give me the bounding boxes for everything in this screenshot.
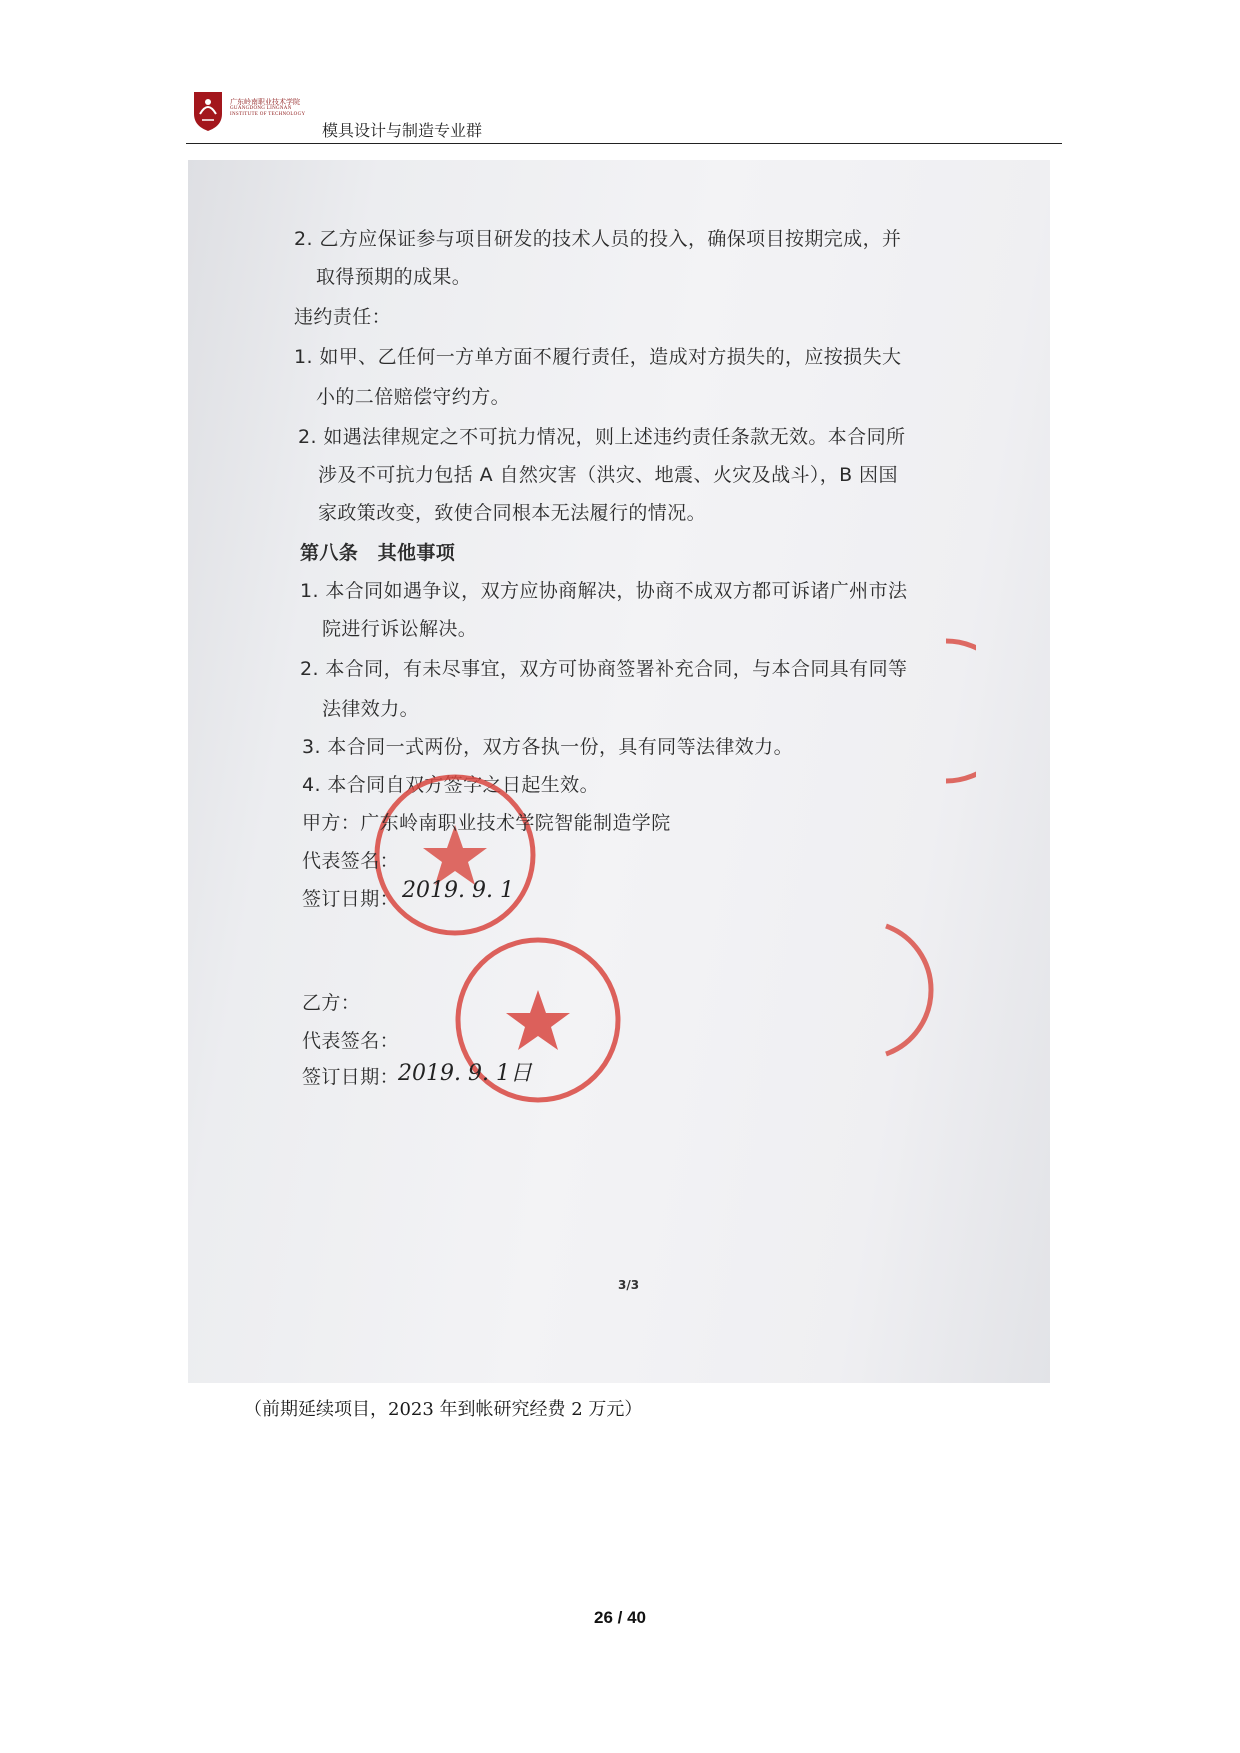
- party-a-label: 甲方：广东岭南职业技术学院智能制造学院: [302, 812, 671, 834]
- college-logo-icon: [192, 90, 224, 132]
- specialty-group-title: 模具设计与制造专业群: [322, 121, 483, 140]
- page-number: 26 / 40: [594, 1608, 646, 1627]
- contract-line: 取得预期的成果。: [316, 266, 472, 288]
- party-a-signed-date: 2019. 9. 1: [402, 878, 514, 903]
- contract-line: 1. 本合同如遇争议，双方应协商解决，协商不成双方都可诉诸广州市法: [300, 580, 908, 602]
- school-name-en: [230, 106, 305, 118]
- contract-line: 2. 乙方应保证参与项目研发的技术人员的投入，确保项目按期完成，并: [294, 228, 902, 250]
- party-b-date-label: 签订日期：: [302, 1066, 400, 1088]
- partial-seal-icon: [878, 920, 968, 1060]
- school-name-en-line1: GUANGDONG LINGNAN: [230, 106, 292, 111]
- party-b-signed-date: 2019. 9. 1日: [398, 1061, 532, 1086]
- party-b-label: 乙方：: [302, 992, 361, 1014]
- contract-line: 小的二倍赔偿守约方。: [316, 386, 511, 408]
- contract-line: 1. 如甲、乙任何一方单方面不履行责任，造成对方损失的，应按损失大: [294, 346, 902, 368]
- contract-line: 2. 如遇法律规定之不可抗力情况，则上述违约责任条款无效。本合同所: [298, 426, 906, 448]
- page-header: [186, 84, 1062, 144]
- figure-caption: （前期延续项目，2023 年到帐研究经费 2 万元）: [244, 1399, 643, 1420]
- contract-line: 涉及不可抗力包括 A 自然灾害（洪灾、地震、火灾及战斗），B 因国: [318, 464, 898, 486]
- contract-line: 2. 本合同，有未尽事宜，双方可协商签署补充合同，与本合同具有同等: [300, 658, 908, 680]
- contract-page-mark: 3/3: [618, 1278, 640, 1292]
- contract-line: 家政策改变，致使合同根本无法履行的情况。: [318, 502, 707, 524]
- school-name-en-line2: INSTITUTE OF TECHNOLOGY: [230, 112, 306, 117]
- contract-line: 4. 本合同自双方签字之日起生效。: [302, 774, 599, 796]
- header-divider: [186, 143, 1062, 144]
- party-a-rep-label: 代表签名：: [302, 850, 400, 872]
- contract-photo: [188, 160, 1050, 1383]
- party-a-date-label: 签订日期：: [302, 888, 400, 910]
- article-8-heading: 第八条 其他事项: [300, 542, 456, 564]
- school-name-cn: 广东岭南职业技术学院: [230, 98, 300, 106]
- contract-line: 3. 本合同一式两份，双方各执一份，具有同等法律效力。: [302, 736, 793, 758]
- contract-line: 法律效力。: [322, 698, 420, 720]
- contract-line: 院进行诉讼解决。: [322, 618, 478, 640]
- party-b-rep-label: 代表签名：: [302, 1030, 400, 1052]
- partial-seal-icon: [886, 636, 976, 786]
- contract-line: 违约责任：: [294, 306, 392, 328]
